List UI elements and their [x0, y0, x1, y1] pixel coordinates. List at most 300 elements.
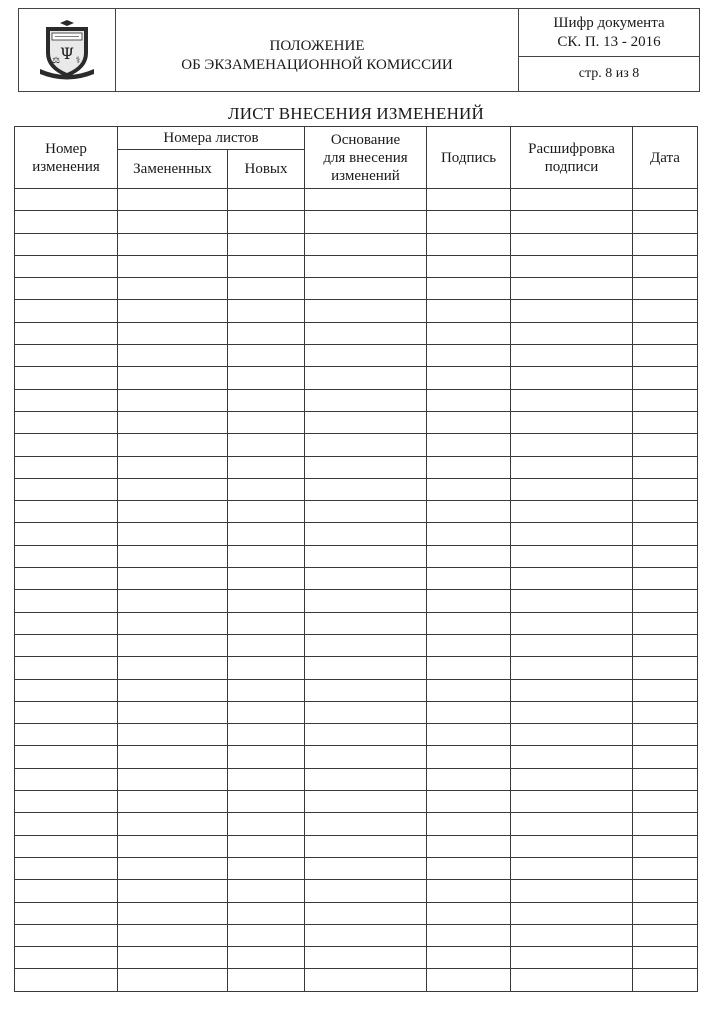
table-cell [15, 389, 118, 411]
table-row [15, 478, 698, 500]
table-cell [305, 701, 427, 723]
table-row [15, 813, 698, 835]
table-row [15, 255, 698, 277]
table-cell [15, 233, 118, 255]
table-row [15, 857, 698, 879]
table-cell [427, 590, 511, 612]
table-cell [15, 545, 118, 567]
table-cell [427, 657, 511, 679]
institution-crest-icon [36, 19, 98, 81]
table-cell [228, 478, 305, 500]
table-cell [15, 679, 118, 701]
table-cell [15, 523, 118, 545]
table-cell [427, 634, 511, 656]
table-cell [511, 634, 633, 656]
table-cell [305, 657, 427, 679]
table-cell [427, 189, 511, 211]
table-cell [15, 724, 118, 746]
table-cell [118, 880, 228, 902]
table-row [15, 634, 698, 656]
table-row [15, 590, 698, 612]
table-cell [228, 211, 305, 233]
table-cell [427, 367, 511, 389]
table-cell [427, 255, 511, 277]
table-cell [511, 211, 633, 233]
table-cell [633, 880, 698, 902]
table-cell [118, 768, 228, 790]
table-cell [228, 300, 305, 322]
table-cell [118, 300, 228, 322]
table-cell [118, 233, 228, 255]
table-cell [228, 434, 305, 456]
table-cell [511, 902, 633, 924]
table-cell [511, 590, 633, 612]
table-cell [427, 233, 511, 255]
table-cell [427, 322, 511, 344]
table-cell [118, 411, 228, 433]
table-cell [427, 300, 511, 322]
header-signature: Подпись [427, 127, 511, 189]
table-cell [511, 456, 633, 478]
table-row [15, 456, 698, 478]
table-row [15, 880, 698, 902]
table-cell [305, 189, 427, 211]
table-row [15, 523, 698, 545]
table-cell [633, 724, 698, 746]
table-cell [15, 211, 118, 233]
table-cell [228, 233, 305, 255]
table-row [15, 345, 698, 367]
table-cell [305, 857, 427, 879]
table-cell [427, 857, 511, 879]
table-cell [228, 701, 305, 723]
table-cell [305, 902, 427, 924]
table-cell [305, 478, 427, 500]
table-cell [633, 612, 698, 634]
table-cell [427, 924, 511, 946]
table-cell [633, 947, 698, 969]
changes-table-body [15, 189, 698, 992]
table-cell [511, 278, 633, 300]
table-cell [118, 612, 228, 634]
table-cell [427, 947, 511, 969]
table-row [15, 612, 698, 634]
table-row [15, 411, 698, 433]
table-cell [118, 255, 228, 277]
table-cell [427, 389, 511, 411]
table-cell [228, 835, 305, 857]
table-cell [427, 478, 511, 500]
table-cell [427, 835, 511, 857]
table-cell [633, 791, 698, 813]
table-cell [511, 189, 633, 211]
table-cell [15, 634, 118, 656]
table-row [15, 746, 698, 768]
table-cell [15, 345, 118, 367]
table-cell [305, 590, 427, 612]
table-cell [228, 523, 305, 545]
table-cell [511, 791, 633, 813]
table-cell [427, 501, 511, 523]
table-cell [511, 345, 633, 367]
table-row [15, 189, 698, 211]
table-cell [511, 367, 633, 389]
table-cell [118, 835, 228, 857]
table-cell [633, 278, 698, 300]
table-cell [228, 768, 305, 790]
table-cell [305, 679, 427, 701]
table-cell [305, 322, 427, 344]
header-signature-decoding [511, 127, 633, 189]
header-basis-line-1: Основание [330, 131, 401, 148]
table-cell [228, 791, 305, 813]
table-cell [511, 322, 633, 344]
table-cell [511, 545, 633, 567]
table-row [15, 902, 698, 924]
table-cell [305, 969, 427, 991]
table-cell [633, 389, 698, 411]
table-cell [305, 791, 427, 813]
table-cell [228, 389, 305, 411]
table-cell [228, 857, 305, 879]
document-code [519, 9, 699, 57]
table-cell [427, 278, 511, 300]
title-line-2: ОБ ЭКЗАМЕНАЦИОННОЙ КОМИССИИ [181, 57, 453, 73]
table-cell [118, 590, 228, 612]
table-cell [305, 300, 427, 322]
table-cell [305, 456, 427, 478]
table-cell [511, 835, 633, 857]
table-cell [15, 300, 118, 322]
code-label: Шифр документа [553, 14, 665, 31]
table-cell [427, 612, 511, 634]
table-cell [228, 902, 305, 924]
table-cell [15, 456, 118, 478]
table-cell [118, 813, 228, 835]
title-line-1: ПОЛОЖЕНИЕ [269, 38, 365, 54]
table-cell [633, 233, 698, 255]
table-cell [633, 367, 698, 389]
table-row [15, 501, 698, 523]
table-cell [15, 411, 118, 433]
table-cell [633, 590, 698, 612]
table-cell [511, 612, 633, 634]
table-cell [633, 478, 698, 500]
table-cell [511, 768, 633, 790]
table-cell [118, 278, 228, 300]
table-cell [633, 434, 698, 456]
header-signature-decoding-line-1: Расшифровка [528, 140, 615, 157]
table-cell [305, 523, 427, 545]
table-cell [633, 211, 698, 233]
table-cell [15, 478, 118, 500]
table-cell [15, 746, 118, 768]
table-cell [228, 189, 305, 211]
table-row [15, 835, 698, 857]
table-cell [511, 880, 633, 902]
table-cell [633, 300, 698, 322]
header-sheet-numbers: Номера листов [118, 127, 305, 150]
header-change-number-line-1: Номер [45, 140, 87, 157]
table-cell [427, 880, 511, 902]
table-cell [511, 300, 633, 322]
table-cell [118, 724, 228, 746]
table-cell [305, 434, 427, 456]
table-cell [305, 813, 427, 835]
table-cell [427, 411, 511, 433]
document-code-cell [518, 9, 699, 91]
table-cell [228, 456, 305, 478]
table-cell [15, 813, 118, 835]
document-header [18, 8, 700, 92]
table-cell [633, 456, 698, 478]
table-cell [228, 568, 305, 590]
table-cell [427, 768, 511, 790]
table-cell [511, 389, 633, 411]
table-cell [118, 434, 228, 456]
table-cell [228, 924, 305, 946]
table-cell [511, 746, 633, 768]
table-cell [511, 568, 633, 590]
table-cell [15, 568, 118, 590]
table-cell [118, 501, 228, 523]
table-cell [228, 590, 305, 612]
table-cell [633, 768, 698, 790]
table-cell [427, 679, 511, 701]
table-cell [228, 679, 305, 701]
table-cell [118, 701, 228, 723]
table-cell [118, 679, 228, 701]
table-cell [118, 545, 228, 567]
header-date: Дата [633, 127, 698, 189]
table-cell [427, 456, 511, 478]
table-cell [427, 969, 511, 991]
table-cell [511, 813, 633, 835]
table-cell [228, 947, 305, 969]
table-row [15, 768, 698, 790]
table-cell [15, 657, 118, 679]
table-cell [633, 501, 698, 523]
table-cell [228, 880, 305, 902]
table-cell [427, 523, 511, 545]
table-row [15, 568, 698, 590]
table-cell [511, 947, 633, 969]
table-cell [633, 969, 698, 991]
table-cell [15, 278, 118, 300]
table-cell [118, 456, 228, 478]
table-cell [511, 434, 633, 456]
svg-text:⚖: ⚖ [51, 56, 61, 66]
table-cell [633, 322, 698, 344]
table-cell [228, 278, 305, 300]
table-cell [228, 345, 305, 367]
header-new: Новых [228, 150, 305, 189]
table-cell [511, 924, 633, 946]
table-cell [511, 657, 633, 679]
table-cell [305, 545, 427, 567]
table-cell [633, 345, 698, 367]
table-cell [228, 255, 305, 277]
table-cell [118, 389, 228, 411]
table-cell [15, 924, 118, 946]
table-cell [427, 345, 511, 367]
table-cell [15, 857, 118, 879]
header-replaced: Замененных [118, 150, 228, 189]
table-cell [305, 255, 427, 277]
table-cell [228, 612, 305, 634]
table-cell [305, 233, 427, 255]
table-cell [118, 367, 228, 389]
table-cell [305, 880, 427, 902]
table-cell [427, 568, 511, 590]
table-row [15, 233, 698, 255]
table-cell [511, 679, 633, 701]
table-cell [427, 701, 511, 723]
table-row [15, 322, 698, 344]
table-cell [633, 835, 698, 857]
changes-table [14, 126, 698, 992]
table-cell [427, 724, 511, 746]
table-cell [427, 746, 511, 768]
table-cell [118, 746, 228, 768]
table-cell [118, 947, 228, 969]
table-cell [305, 768, 427, 790]
table-cell [118, 924, 228, 946]
table-cell [427, 434, 511, 456]
table-cell [305, 367, 427, 389]
table-cell [511, 255, 633, 277]
table-cell [15, 791, 118, 813]
table-cell [633, 523, 698, 545]
table-cell [15, 947, 118, 969]
table-cell [228, 724, 305, 746]
table-cell [118, 568, 228, 590]
svg-text:⚕: ⚕ [75, 56, 81, 66]
table-cell [228, 969, 305, 991]
table-row [15, 389, 698, 411]
table-cell [633, 813, 698, 835]
table-cell [228, 657, 305, 679]
table-row [15, 724, 698, 746]
header-basis [305, 127, 427, 189]
table-row [15, 791, 698, 813]
table-cell [511, 411, 633, 433]
table-cell [427, 813, 511, 835]
header-basis-line-2: для внесения [323, 149, 408, 166]
table-cell [228, 501, 305, 523]
table-row [15, 434, 698, 456]
table-cell [118, 345, 228, 367]
table-row [15, 211, 698, 233]
sheet-title: ЛИСТ ВНЕСЕНИЯ ИЗМЕНЕНИЙ [227, 104, 485, 123]
table-cell [633, 568, 698, 590]
table-cell [228, 322, 305, 344]
table-cell [118, 791, 228, 813]
table-cell [633, 857, 698, 879]
table-cell [305, 612, 427, 634]
table-cell [427, 902, 511, 924]
table-cell [228, 367, 305, 389]
table-row [15, 657, 698, 679]
table-cell [511, 478, 633, 500]
table-cell [305, 835, 427, 857]
table-cell [228, 545, 305, 567]
table-cell [427, 791, 511, 813]
table-cell [228, 813, 305, 835]
table-cell [228, 411, 305, 433]
table-cell [228, 634, 305, 656]
table-cell [118, 857, 228, 879]
header-signature-decoding-line-2: подписи [544, 158, 599, 175]
table-cell [511, 233, 633, 255]
table-cell [633, 411, 698, 433]
table-cell [118, 657, 228, 679]
svg-text:Ψ: Ψ [59, 44, 75, 63]
logo-cell [19, 9, 116, 91]
table-cell [633, 746, 698, 768]
table-row [15, 924, 698, 946]
table-cell [15, 969, 118, 991]
table-cell [511, 857, 633, 879]
table-cell [118, 478, 228, 500]
table-cell [305, 501, 427, 523]
table-cell [15, 501, 118, 523]
table-cell [15, 189, 118, 211]
table-row [15, 969, 698, 991]
table-cell [305, 724, 427, 746]
table-row [15, 367, 698, 389]
table-row [15, 278, 698, 300]
table-cell [15, 701, 118, 723]
table-cell [305, 389, 427, 411]
table-cell [511, 969, 633, 991]
table-cell [511, 724, 633, 746]
table-cell [633, 545, 698, 567]
table-cell [15, 612, 118, 634]
table-cell [511, 701, 633, 723]
table-cell [305, 924, 427, 946]
table-cell [118, 634, 228, 656]
header-change-number-line-2: изменения [32, 158, 100, 175]
table-cell [118, 902, 228, 924]
table-cell [228, 746, 305, 768]
table-cell [15, 255, 118, 277]
table-cell [633, 701, 698, 723]
table-cell [305, 211, 427, 233]
table-cell [511, 501, 633, 523]
table-cell [633, 902, 698, 924]
code-value: СК. П. 13 - 2016 [557, 33, 661, 50]
table-cell [633, 189, 698, 211]
table-row [15, 947, 698, 969]
table-cell [633, 679, 698, 701]
table-cell [427, 211, 511, 233]
table-cell [305, 278, 427, 300]
header-basis-line-3: изменений [331, 167, 400, 184]
table-cell [15, 835, 118, 857]
table-cell [118, 523, 228, 545]
table-row [15, 300, 698, 322]
table-cell [427, 545, 511, 567]
table-cell [15, 902, 118, 924]
table-cell [15, 880, 118, 902]
header-change-number [15, 127, 118, 189]
table-cell [305, 634, 427, 656]
table-cell [305, 947, 427, 969]
table-row [15, 679, 698, 701]
table-cell [118, 189, 228, 211]
table-cell [305, 411, 427, 433]
